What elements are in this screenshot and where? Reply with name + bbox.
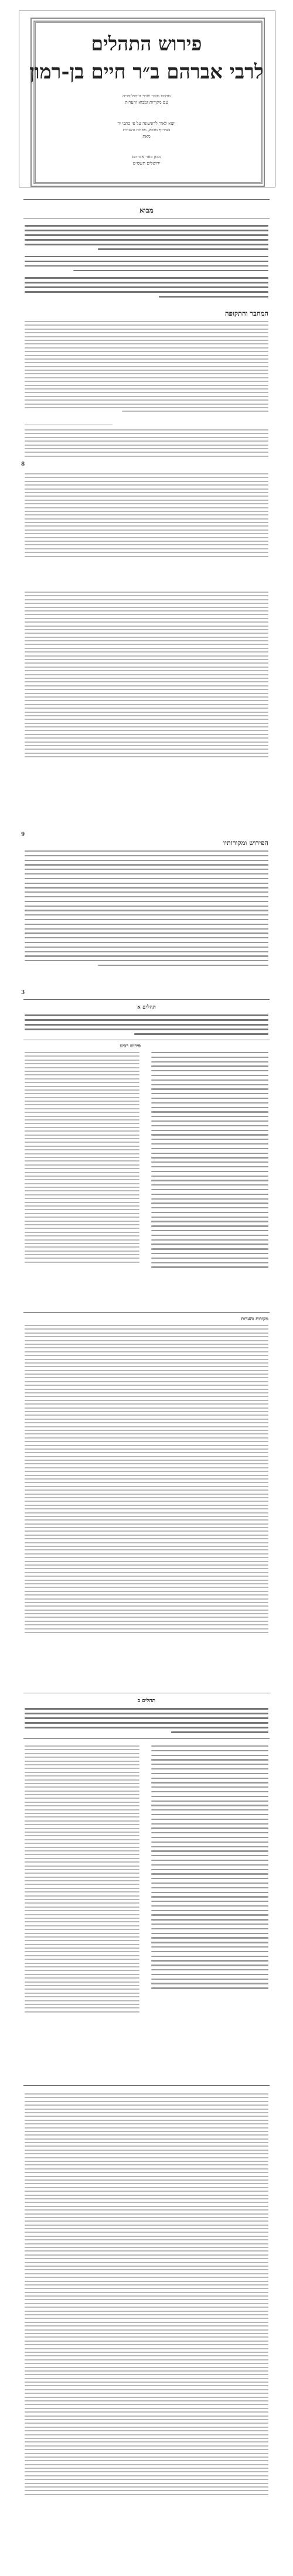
title-page bbox=[0, 0, 293, 199]
title-line-sub2: עם מקורות ומבוא והערות bbox=[125, 100, 168, 105]
page-number-3: 3 bbox=[21, 990, 25, 996]
page-number-8: 8 bbox=[21, 462, 25, 467]
psalm2-footnotes bbox=[25, 2093, 268, 2498]
commentary-label: פירוש רבינו bbox=[120, 1043, 141, 1048]
page-9 bbox=[0, 586, 293, 984]
page-number-9: 9 bbox=[21, 832, 25, 838]
sources-label: מקורות והערות bbox=[241, 1316, 268, 1321]
intro-page bbox=[0, 199, 293, 586]
psalm2-page bbox=[0, 1687, 293, 2565]
page9-text-block-1 bbox=[25, 592, 268, 760]
intro-section-title: מבוא bbox=[139, 206, 154, 214]
heading-sources: הפירוש ומקורותיו bbox=[223, 839, 268, 847]
psalm1-page bbox=[0, 984, 293, 1687]
intro-text-block-3 bbox=[25, 473, 268, 559]
title-line-sub5: מאת bbox=[142, 134, 151, 139]
psalm1-verse-text bbox=[25, 1014, 268, 1038]
title-line-sub7: ירושלים תשס״ט bbox=[132, 160, 161, 166]
intro-footnotes bbox=[25, 429, 268, 459]
intro-heading-author: המחבר והתקופה bbox=[225, 309, 268, 317]
intro-text-block-1 bbox=[25, 225, 268, 300]
psalm2-commentary-col-right bbox=[151, 1745, 268, 1992]
book-subtitle: לרבי אברהם ב״ר חיים בן-רמון bbox=[29, 60, 264, 84]
book-title: פירוש התהלים bbox=[91, 32, 202, 55]
psalm1-footnotes bbox=[25, 1325, 268, 1635]
title-line-sub3: יוצא לאור לראשונה על פי כתבי יד bbox=[117, 121, 176, 126]
psalm2-commentary-col-left bbox=[25, 1745, 139, 2015]
verse-divider bbox=[23, 1738, 270, 1739]
title-line-sub1: מתוכו מוכר שרוי היתולימו״ה bbox=[122, 93, 171, 98]
intro-text-block-2 bbox=[25, 321, 268, 415]
page-top-rule bbox=[23, 199, 270, 200]
psalm1-commentary-col-left bbox=[25, 1052, 139, 1265]
title-line-sub4: בצירוף מבוא, מפתח והערות bbox=[122, 127, 171, 132]
sources-divider bbox=[23, 1312, 270, 1313]
psalm2-verse-text bbox=[25, 1708, 268, 1737]
page9-text-block-2 bbox=[25, 850, 268, 969]
title-line-sub6: מכון באר אברהם bbox=[132, 154, 161, 159]
page-top-rule bbox=[23, 999, 270, 1000]
psalm1-commentary-col-right bbox=[151, 1052, 268, 1271]
sources-divider bbox=[23, 2085, 270, 2086]
psalm1-title: תהלים א bbox=[137, 1005, 156, 1010]
psalm2-title: תהלים ב bbox=[137, 1698, 156, 1704]
